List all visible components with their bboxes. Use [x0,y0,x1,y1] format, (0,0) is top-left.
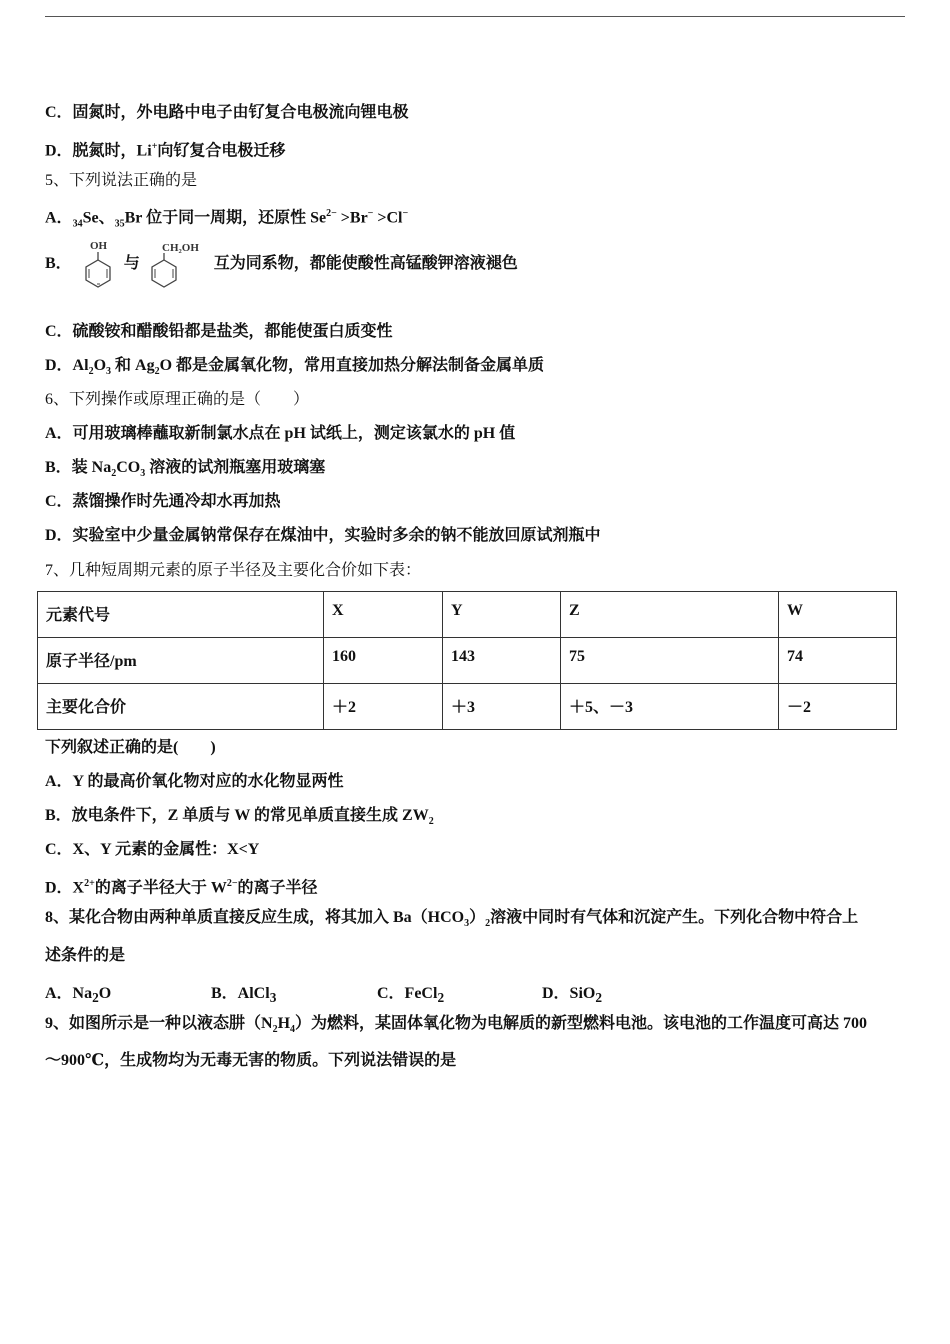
table-header-row [38,592,897,638]
q5-option-c: C．硫酸铵和醋酸铅都是盐类，都能使蛋白质变性 [45,323,393,340]
table-cell: ＋3 [443,684,561,730]
table-cell: 原子半径/pm [38,638,324,684]
q7-question: 下列叙述正确的是( ) [45,739,216,756]
table-cell: 元素代号 [38,592,324,638]
q6-option-d: D．实验室中少量金属钠常保存在煤油中，实验时多余的钠不能放回原试剂瓶中 [45,527,601,544]
table-row [38,684,897,730]
phenol-structure-icon [78,238,118,290]
table-cell: 主要化合价 [38,684,324,730]
svg-text:OH: OH [89,240,107,253]
q7-option-d: D．$X^{2+}$的离子半径大于 $W^{2-}$的离子半径 [45,878,318,897]
table-cell: ＋5、－3 [561,684,779,730]
q5-option-a: A．$_{34}$Se、$_{35}$Br 位于同一周期，还原性 $Se^{2-} >Br^- >Cl^-$ [45,208,409,230]
table-cell: Z [561,592,779,638]
q4-option-c: C．固氮时，外电路中电子由钌复合电极流向锂电极 [45,104,409,121]
table-cell: ＋2 [324,684,443,730]
table-cell: 75 [561,638,779,684]
q6-option-b: B．装 $Na_2CO_3$ 溶液的试剂瓶塞用玻璃塞 [45,459,326,480]
table-cell: 143 [443,638,561,684]
table-row [38,638,897,684]
q8-stem-line2: 述条件的是 [45,947,126,964]
table-cell: W [779,592,897,638]
q8-option-a: A．$Na_2O$ [45,985,112,1006]
table-cell: －2 [779,684,897,730]
q7-option-b: B．放电条件下，Z 单质与 W 的常见单质直接生成 $ZW_2$ [45,807,434,828]
q7-stem: 7、几种短周期元素的原子半径及主要化合价如下表： [45,562,422,579]
table-cell: 74 [779,638,897,684]
q9-stem-line2: ～900℃，生成物均为无毒无害的物质。下列说法错误的是 [45,1052,457,1069]
q5-option-b: B． OH 与 CH₂OH 互为同系物，都能使酸性高锰酸钾溶液褪色 [45,238,518,290]
q6-stem: 6、下列操作或原理正确的是（ ） [45,391,310,408]
q8-stem-line1: 8、某化合物由两种单质直接反应生成，将其加入 $Ba(HCO_3)_2$溶液中同时有气体和沉淀产生。下列化合物中符合上 [45,909,859,930]
q4-option-d: D．脱氮时，Li+向钌复合电极迁移 [45,141,286,160]
q8-option-d: D．SiO$_2$ [542,985,603,1006]
q7-option-c: C．X、Y 元素的金属性：X<Y [45,841,260,858]
svg-text:CH₂OH: CH₂OH [161,242,199,255]
q8-option-b: B．AlCl$_3$ [211,985,277,1006]
q7-option-a: A．Y 的最高价氧化物对应的水化物显两性 [45,773,344,790]
table-cell: Y [443,592,561,638]
q5-stem: 5、下列说法正确的是 [45,172,198,189]
top-rule [45,16,905,17]
table-cell: 160 [324,638,443,684]
table-cell: X [324,592,443,638]
element-table [37,591,897,730]
q6-option-c: C．蒸馏操作时先通冷却水再加热 [45,493,281,510]
q5-option-d: D．$Al_2O_3$ 和 $Ag_2O$ 都是金属氧化物，常用直接加热分解法制备金属单质 [45,357,545,378]
benzyl-alcohol-structure-icon [146,238,208,290]
q6-option-a: A．可用玻璃棒蘸取新制氯水点在 pH 试纸上，测定该氯水的 pH 值 [45,425,516,442]
q9-stem-line1: 9、如图所示是一种以液态肼$(N_2H_4)$为燃料，某固体氧化物为电解质的新型燃料电池。该电池的工作温度可高达 700 [45,1015,868,1036]
q8-option-c: C．FeCl$_2$ [377,985,445,1006]
